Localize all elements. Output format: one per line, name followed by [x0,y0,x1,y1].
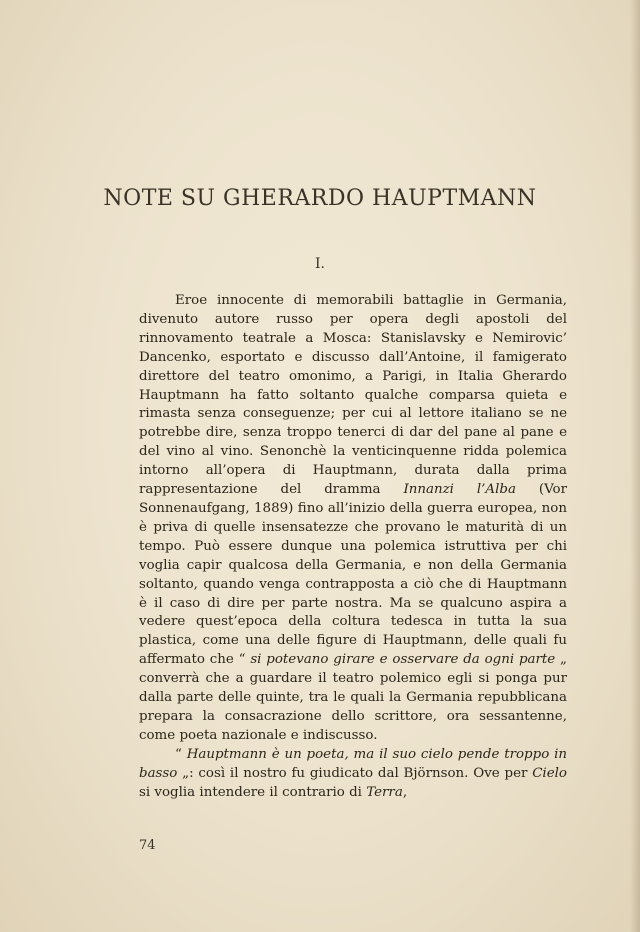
text-segment: “ [175,746,187,762]
paragraph [139,292,567,746]
paragraph [139,746,567,803]
text-segment: , [402,784,408,800]
text-segment: Eroe innocente di memorabili battaglie in Germania, divenuto autore russo per opera degli apostoli del rinnovamento teatrale a Mosca: Stanislavsky e Nemirovic’ Dancenko, esportato e discusso dall’Antoine, il famigerato direttore del teatro omonimo, a Parigi, in Italia Gherardo Hauptmann ha fatto soltanto qualche comparsa quieta e rimasta senza conseguenze; per cui al lettore italiano se ne potrebbe dire, senza troppo tenerci di dar del pane al pane e del vino al vino. Senonchè la venticinquenne ridda polemica intorno all’opera di Hauptmann, durata dalla prima rappresentazione del dramma [139,293,567,498]
body-text [139,292,567,802]
text-segment: „ converrà che a guardare il teatro polemico egli si ponga pur dalla parte delle quinte, tra le quali la Germania repubblicana prepara la consacrazione dello scrittore, ora sessantenne, come poeta nazionale e indiscusso. [139,652,567,743]
italic-segment: Hauptmann è un poeta, ma il suo cielo pende troppo in basso [139,746,567,781]
text-segment: „: così il nostro fu giudicato dal Björnson. Ove per [177,765,533,781]
page-edge-shadow [630,0,640,932]
text-segment: (Vor Sonnenaufgang, 1889) fino all’inizio della guerra europea, non è priva di quelle insensatezze che provano le maturità di un tempo. Può essere dunque una polemica istruttiva per chi voglia capir qualcosa della Germania, e non della Germania soltanto, quando venga contrapposta a ciò che di Hauptmann è il caso di dire per parte nostra. Ma se qualcuno aspira a vedere quest’epoca della coltura tedesca in tutta la sua plastica, come una delle figure di Hauptmann, delle quali fu affermato che “ [139,482,567,668]
italic-segment: Cielo [532,765,567,781]
italic-segment: Innanzi l’Alba [403,482,516,498]
section-number: I. [315,256,325,272]
chapter-title: NOTE SU GHERARDO HAUPTMANN [103,186,537,211]
italic-segment: Terra [366,784,403,800]
italic-segment: si potevano girare e osservare da ogni parte [250,652,556,668]
page-number: 74 [139,838,156,853]
text-segment: si voglia intendere il contrario di [139,784,367,800]
